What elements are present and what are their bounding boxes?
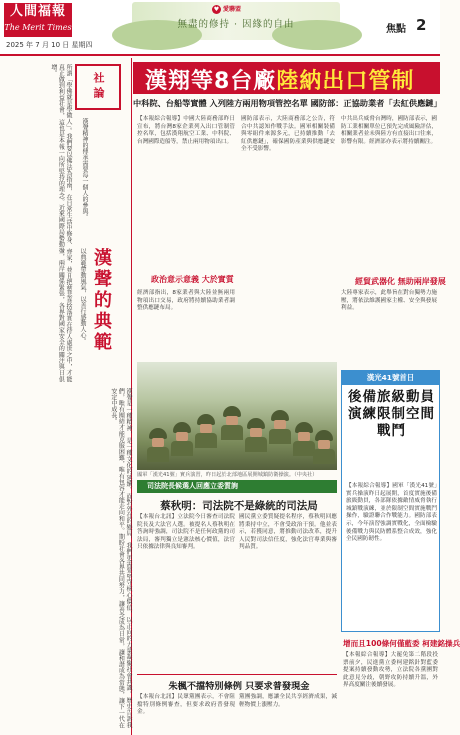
issue-date: 2025 年 7 月 10 日 星期四 [6,41,93,49]
story-body-2a: 【本報台北訊】民眾黨團表示，不會阻擋特別條例審查，但要求政府普發現金。 [137,694,235,716]
story-body-2b: 黨團強調，應讓全民共享經濟成果，減輕物價上漲壓力。 [239,694,337,708]
headline-bar[interactable] [133,62,440,94]
section-heading-left: 政治意示意義 大於實質 [151,275,234,284]
banner-brand [212,4,241,14]
heart-icon: ♥ [213,6,220,13]
subheadline: 中科院、台船等實體 入列陸方兩用物項管控名單 國防部：正協助業者「去紅供應鏈」 [133,98,442,108]
editorial-text-a: 所謂「學佛就是學做人」。我們要以佛法為指南，在日常生活中修身、齊家，並且把慈悲喜捨落實在待人處世之中，才能真正做到利益社會，這也是本報一向所堅持的理念。近來國際局勢動盪，兩岸關係緊張，各界對國家安全的關注與日俱增。 [49,64,72,382]
article-body-3: 中共出兵威脅台灣時，國防部表示，國防工業相關單位已預先完成風險評估，相關業者並未與陸方有直接出口往來，影響有限。經濟部亦表示將持續關注。 [341,116,437,145]
soldier-figure [245,418,267,452]
editorial-text-b: 漢聲是一種精神，是一種文化的延續。面對外在的變局，我們更需要堅守核心價值，以正向的力量凝聚社會共識。歷史告訴我們，唯有團結才能克服困難，唯有包容才能走向和平。期盼社會各界共同努力，讓善念成為日常，讓和諧成為常態，讓下一代在安定中成長。 [109,388,132,728]
editorial-text-d: 以典範帶動風氣，以善行感動人心。 [79,248,86,344]
photo-caption: 國軍「漢光41號」實兵演習，昨日起於北部地區展開城鎮防衛操演。（中央社） [137,472,318,478]
story-title-2[interactable]: 朱楓不擋特別條例 只要求普發現金 [168,681,310,692]
soldier-figure [313,430,335,464]
feature-tag: 漢光41號首日 [342,371,439,385]
article-body-1: 【本報綜合報導】中國大陸商務部昨日宣布，將台灣8家企業列入出口管制管控名單，包括漢翔航空工業、中科院、台灣國際造船等，禁止兩用物項出口。 [137,116,235,145]
feature-box [341,370,440,632]
soldier-figure [195,414,217,448]
soldier-figure [221,406,243,440]
soldier-figure [171,422,193,456]
logo-chinese: 人間福報 [9,4,66,19]
soldier-figure [293,422,315,456]
editorial-label: 社論 [75,64,121,110]
news-photo-soldiers[interactable] [137,362,337,470]
editorial-text-c: 漢聲精神的傳承需要每一個人的參與。 [81,118,88,220]
article-body-5: 大陸專家表示，此舉旨在對台獨勢力施壓，將依法維護國家主權、安全與發展利益。 [341,290,437,312]
editorial-title[interactable]: 漢聲的典範 [91,248,112,353]
page-number: 2 [416,16,427,34]
newspaper-logo[interactable] [4,3,72,37]
article-body-4: 經濟部指出，8家業者與大陸並無兩用物項出口交易，政府將持續協助業者調整供應鏈布局。 [137,290,235,312]
soldier-figure [147,428,169,462]
main-news-area [133,58,460,735]
story-body-1a: 【本報台北訊】立法院今日審查司法院院長及大法官人選。被提名人蔡秋明在答詢時強調，司法院不是任何政黨的司法局，審判獨立是憲法核心價值，法官只依據法律與良知審判。 [137,514,235,551]
editorial-column [0,58,132,735]
soldier-figure [269,410,291,444]
story-title-1[interactable]: 蔡秋明：司法院不是綠統的司法局 [160,500,318,512]
section-name: 焦點 [386,24,406,35]
banner-slogan: 無盡的修持 · 因緣的自由 [177,19,295,30]
headline-part2: 陸納出口管制 [276,69,415,94]
feature-title[interactable]: 後備旅級動員 演練限制空間戰鬥 [348,389,435,439]
section-heading-right: 經貿武器化 無助兩岸發展 [355,277,446,286]
ad-banner[interactable] [132,2,340,40]
feature-body: 【本報綜合報導】國軍「漢光41號」實兵操演昨日起展開，首度實施後備旅級動員，各部隊依據敵情威脅執行城鎮戰演練，並於限制空間實施戰鬥操作，驗證聯合作戰能力。國防部表示，今年演習強調實戰化，全面檢驗後備戰力與民防體系整合成效，強化全民國防韌性。 [346,483,437,543]
article-body-2: 國防部表示，大陸商務部之公告，符合中共認知作戰手法。國軍相關裝備與零組件來源多元，已持續推動「去紅供應鏈」，確保國防產業與供應鏈安全不受影響。 [241,116,335,153]
headline [145,64,414,95]
story-tag: 司法院長候選人回應立委質詢 [137,480,337,493]
story-title-3[interactable]: 增而且100條何僅藍委 柯建銘操兵 [343,639,460,648]
story-body-3: 【本報綜合報導】大罷免第二階段投票前夕，民進黨立委柯建銘針對藍委提案持續發動攻勢，立法院各黨團對此意見分歧，朝野攻防持續升溫，外界高度關注後續發展。 [343,652,438,689]
divider [137,674,337,675]
banner-brand-label: 愛聯盟 [223,6,242,13]
headline-part1: 漢翔等8台廠 [145,69,277,94]
story-body-1b: 國民黨立委質疑提名程序，蔡秋明回應將秉持中立，不會受政治干預。他並表示，若獲同意，將推動司法改革，提升人民對司法信任度，強化法官專業與審判品質。 [239,514,337,551]
logo-english: The Merit Times [4,23,72,32]
masthead [0,0,440,56]
